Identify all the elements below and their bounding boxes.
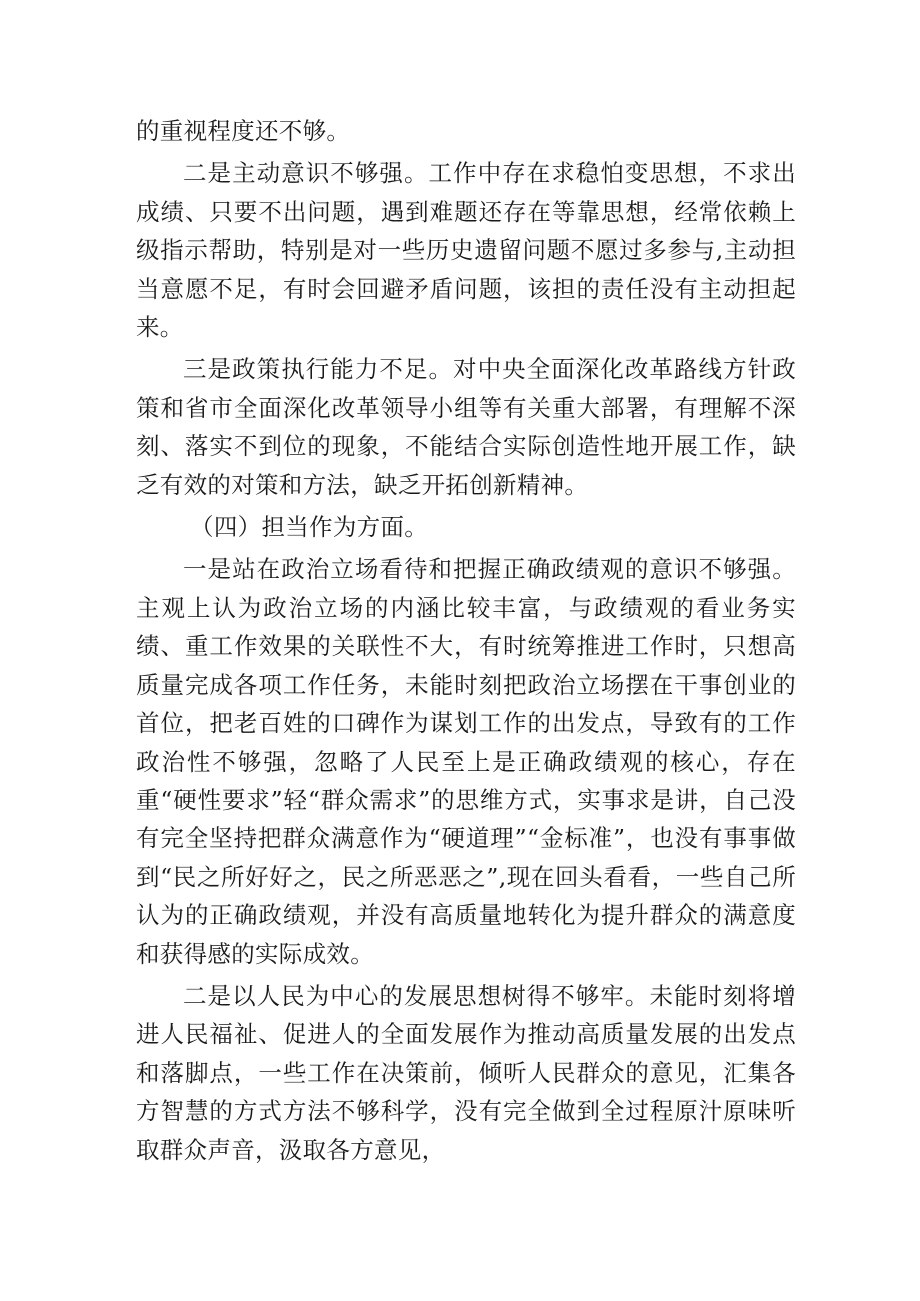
document-body (136, 112, 796, 1173)
paragraph-people-centered: 二是以人民为中心的发展思想树得不够牢。未能时刻将增进人民福祉、促进人的全面发展作为推动高质量发展的出发点和落脚点，一些工作在决策前，倾听人民群众的意见，汇集各方智慧的方式方法不够科学，没有完全做到全过程原汁原味听取群众声音，汲取各方意见， (136, 981, 796, 1164)
paragraph-political-stance: 一是站在政治立场看待和把握正确政绩观的意识不够强。主观上认为政治立场的内涵比较丰富，与政绩观的看业务实绩、重工作效果的关联性不大，有时统筹推进工作时，只想高质量完成各项工作任务，未能时刻把政治立场摆在干事创业的首位，把老百姓的口碑作为谋划工作的出发点，导致有的工作政治性不够强，忽略了人民至上是正确政绩观的核心，存在重“硬性要求”轻“群众需求”的思维方式，实事求是讲，自己没有完全坚持把群众满意作为“硬道理”“金标准”，也没有事事做到“民之所好好之，民之所恶恶之”,现在回头看看，一些自己所认为的正确政绩观，并没有高质量地转化为提升群众的满意度和获得感的实际成效。 (136, 555, 796, 968)
section-heading-responsibility: （四）担当作为方面。 (190, 513, 429, 542)
paragraph-initiative-awareness: 二是主动意识不够强。工作中存在求稳怕变思想，不求出成绩、只要不出问题，遇到难题还存在等靠思想，经常依赖上级指示帮助，特别是对一些历史遗留问题不愿过多参与,主动担当意愿不足，有时会回避矛盾问题，该担的责任没有主动担起来。 (136, 159, 796, 342)
paragraph-policy-execution: 三是政策执行能力不足。对中央全面深化改革路线方针政策和省市全面深化改革领导小组等有关重大部署，有理解不深刻、落实不到位的现象，不能结合实际创造性地开展工作，缺乏有效的对策和方法，缺乏开拓创新精神。 (136, 355, 796, 499)
paragraph-continuation: 的重视程度还不够。 (136, 117, 351, 145)
